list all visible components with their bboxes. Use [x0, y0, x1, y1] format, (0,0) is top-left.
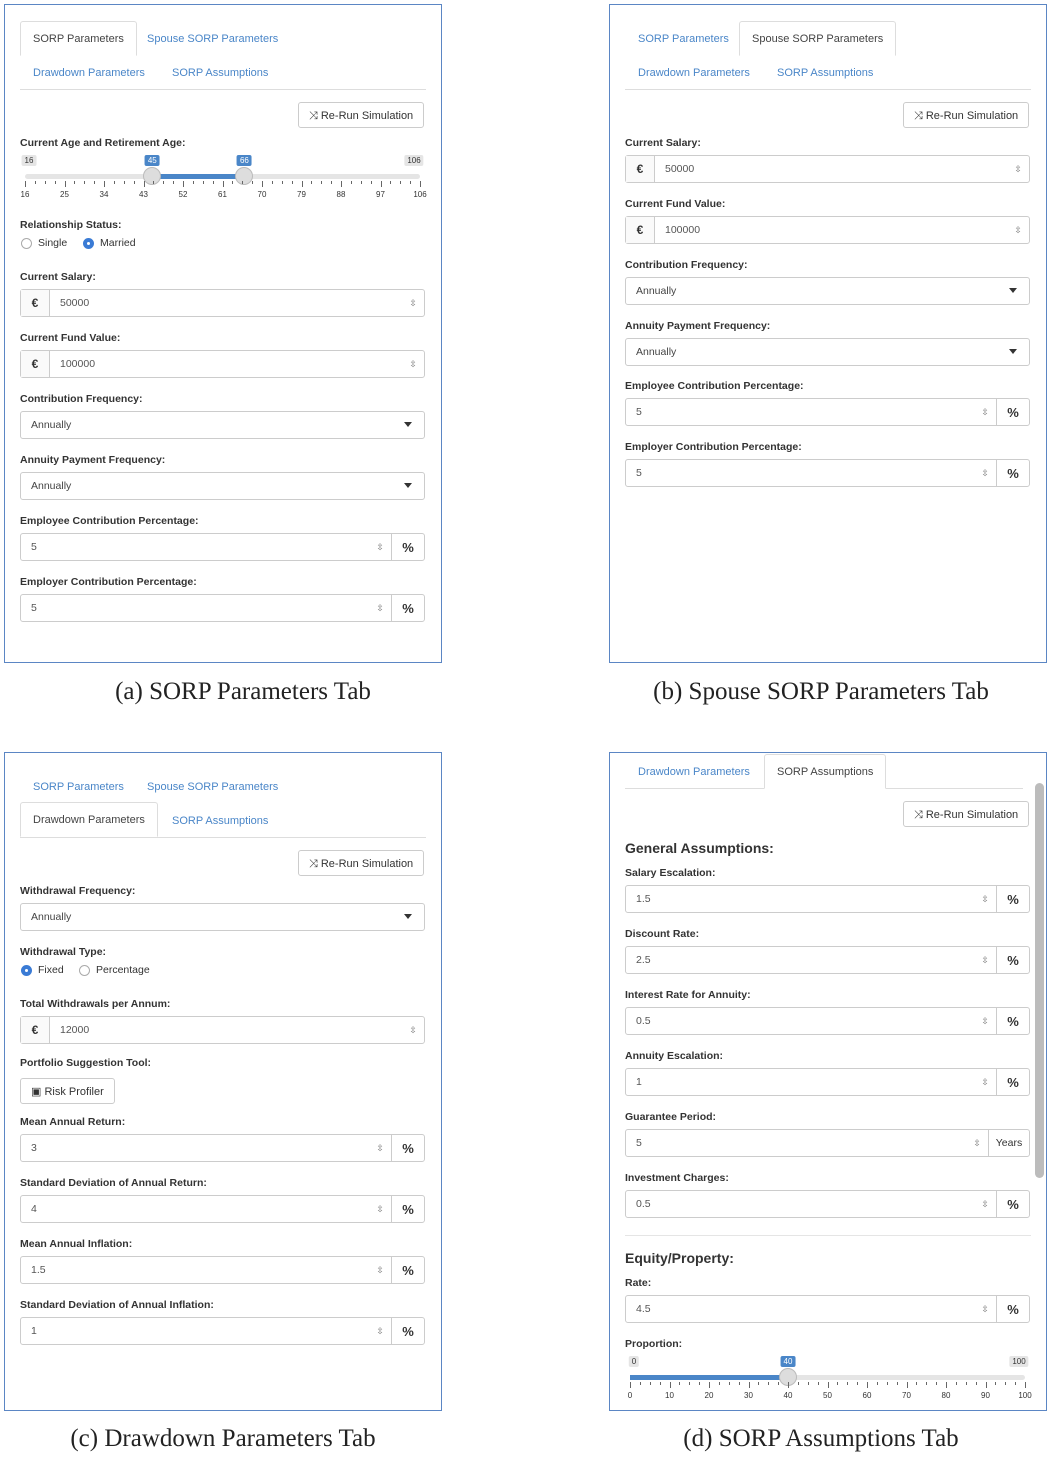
slider-minor-tick: [213, 181, 214, 184]
salary-escalation-input[interactable]: [625, 885, 1030, 913]
tab-drawdown-parameters[interactable]: Drawdown Parameters: [33, 67, 145, 79]
percent-icon: %: [391, 595, 424, 621]
slider-minor-tick: [163, 181, 164, 184]
guarantee-period-label: Guarantee Period:: [625, 1111, 717, 1123]
fund-label: Current Fund Value:: [625, 198, 726, 210]
radio-fixed[interactable]: [21, 964, 64, 976]
rate-value: 4.5: [636, 1303, 651, 1315]
slider-tick-label: 90: [981, 1391, 990, 1400]
slider-minor-tick: [837, 1382, 838, 1385]
mean-inflation-label: Mean Annual Inflation:: [20, 1238, 133, 1250]
slider-fill: [152, 174, 244, 179]
radio-married-label: Married: [100, 237, 136, 249]
slider-value-badge: 66: [237, 155, 252, 166]
contribution-frequency-label: Contribution Frequency:: [625, 259, 748, 271]
spinner-icon[interactable]: ⇳: [973, 1137, 981, 1148]
annuity-frequency-select[interactable]: [20, 472, 425, 500]
slider-minor-tick: [35, 181, 36, 184]
slider-value-badge: 40: [781, 1356, 796, 1367]
caret-down-icon: [1009, 288, 1017, 293]
slider-minor-tick: [956, 1382, 957, 1385]
employer-contribution-input[interactable]: [625, 459, 1030, 487]
slider-minor-tick: [640, 1382, 641, 1385]
total-withdrawals-label: Total Withdrawals per Annum:: [20, 998, 171, 1010]
rerun-label: Re-Run Simulation: [320, 110, 414, 122]
slider-minor-tick: [94, 181, 95, 184]
slider-major-tick: [183, 181, 184, 187]
sd-return-value: 4: [31, 1203, 37, 1215]
slider-major-tick: [381, 181, 382, 187]
employee-contribution-label: Employee Contribution Percentage:: [20, 515, 199, 527]
percent-icon: %: [996, 460, 1029, 486]
mean-return-label: Mean Annual Return:: [20, 1116, 126, 1128]
spinner-icon[interactable]: ⇳: [409, 297, 417, 308]
spinner-icon[interactable]: ⇳: [376, 1203, 384, 1214]
euro-icon: €: [21, 1017, 50, 1043]
rerun-label: Re-Run Simulation: [320, 858, 414, 870]
spinner-icon[interactable]: ⇳: [981, 893, 989, 904]
interest-rate-value: 0.5: [636, 1015, 651, 1027]
slider-ticks: [25, 181, 420, 189]
slider-major-tick: [223, 181, 224, 187]
spinner-icon[interactable]: ⇳: [409, 1024, 417, 1035]
interest-rate-label: Interest Rate for Annuity:: [625, 989, 751, 1001]
slider-tick-label: 0: [627, 1391, 633, 1400]
shuffle-icon: ⤨: [309, 858, 321, 870]
spinner-icon[interactable]: ⇳: [376, 541, 384, 552]
slider-tick-label: 100: [1018, 1391, 1032, 1400]
sd-inflation-input[interactable]: [20, 1317, 425, 1345]
spinner-icon[interactable]: ⇳: [981, 1303, 989, 1314]
slider-tick-label: 70: [902, 1391, 911, 1400]
mean-return-input[interactable]: [20, 1134, 425, 1162]
equity-property-heading: Equity/Property:: [625, 1250, 734, 1266]
sd-return-input[interactable]: [20, 1195, 425, 1223]
radio-single-label: Single: [38, 237, 68, 249]
shuffle-icon: ⤨: [914, 809, 926, 821]
slider-minor-tick: [74, 181, 75, 184]
slider-minor-tick: [361, 181, 362, 184]
radio-circle: [79, 965, 90, 976]
slider-minor-tick: [739, 1382, 740, 1385]
slider-value-badge: 45: [145, 155, 160, 166]
spinner-icon[interactable]: ⇳: [1014, 163, 1022, 174]
salary-input[interactable]: [20, 289, 425, 317]
percent-icon: %: [996, 1191, 1029, 1217]
proportion-slider[interactable]: [625, 1356, 1030, 1404]
age-label: Current Age and Retirement Age:: [20, 137, 186, 149]
tab-sorp-parameters[interactable]: SORP Parameters: [20, 21, 137, 56]
tab-sorp-parameters[interactable]: SORP Parameters: [33, 781, 124, 793]
employer-contribution-input[interactable]: [20, 594, 425, 622]
percent-icon: %: [391, 1318, 424, 1344]
guarantee-period-value: 5: [636, 1137, 642, 1149]
contribution-frequency-value: Annually: [31, 419, 72, 431]
tab-sorp-assumptions[interactable]: SORP Assumptions: [172, 67, 269, 79]
slider-fill: [630, 1375, 788, 1380]
shuffle-icon: ⤨: [914, 110, 926, 122]
slider-tick-label: 70: [257, 190, 267, 199]
mean-inflation-input[interactable]: [20, 1256, 425, 1284]
sd-inflation-label: Standard Deviation of Annual Inflation:: [20, 1299, 214, 1311]
fund-input[interactable]: [625, 216, 1030, 244]
employee-contribution-input[interactable]: [625, 398, 1030, 426]
contribution-frequency-label: Contribution Frequency:: [20, 393, 143, 405]
fund-label: Current Fund Value:: [20, 332, 121, 344]
slider-major-tick: [341, 181, 342, 187]
caret-down-icon: [404, 483, 412, 488]
slider-major-tick: [946, 1382, 947, 1388]
slider-minor-tick: [650, 1382, 651, 1385]
spinner-icon[interactable]: ⇳: [376, 1264, 384, 1275]
employer-contribution-label: Employer Contribution Percentage:: [20, 576, 197, 588]
panel-spouse-sorp-parameters: [609, 4, 1047, 663]
annuity-frequency-value: Annually: [31, 480, 72, 492]
slider-minor-tick: [242, 181, 243, 184]
panel-drawdown-parameters: [4, 752, 442, 1411]
slider-minor-tick: [272, 181, 273, 184]
slider-max-badge: 106: [404, 155, 423, 166]
mean-return-value: 3: [31, 1142, 37, 1154]
annuity-frequency-value: Annually: [636, 346, 677, 358]
percent-icon: %: [996, 1296, 1029, 1322]
caption-c: (c) Drawdown Parameters Tab: [70, 1425, 376, 1452]
tab-sorp-parameters[interactable]: SORP Parameters: [638, 33, 729, 45]
total-withdrawals-value: 12000: [60, 1024, 90, 1036]
slider-minor-tick: [689, 1382, 690, 1385]
slider-tick-label: 40: [783, 1391, 793, 1400]
annuity-frequency-label: Annuity Payment Frequency:: [625, 320, 771, 332]
risk-profiler-button[interactable]: [20, 1078, 115, 1104]
slider-tick-label: 52: [178, 190, 188, 199]
slider-tick-label: 30: [744, 1391, 753, 1400]
slider-minor-tick: [808, 1382, 809, 1385]
slider-tick-label: 16: [20, 190, 30, 199]
bar-chart-icon: ▣: [31, 1086, 45, 1098]
spinner-icon[interactable]: ⇳: [981, 467, 989, 478]
rerun-label: Re-Run Simulation: [925, 809, 1019, 821]
age-range-slider[interactable]: [20, 155, 425, 203]
slider-minor-tick: [252, 181, 253, 184]
radio-married[interactable]: [83, 237, 136, 249]
slider-tick-label: 60: [862, 1391, 872, 1400]
annuity-escalation-value: 1: [636, 1076, 642, 1088]
withdrawal-frequency-select[interactable]: [20, 903, 425, 931]
percent-icon: %: [391, 1257, 424, 1283]
slider-major-tick: [630, 1382, 631, 1388]
radio-circle: [21, 238, 32, 249]
general-assumptions-heading: General Assumptions:: [625, 840, 774, 856]
slider-minor-tick: [321, 181, 322, 184]
salary-escalation-label: Salary Escalation:: [625, 867, 716, 879]
employee-contribution-value: 5: [31, 541, 37, 553]
sd-return-label: Standard Deviation of Annual Return:: [20, 1177, 207, 1189]
caption-b: (b) Spouse SORP Parameters Tab: [653, 678, 989, 705]
slider-minor-tick: [232, 181, 233, 184]
tab-spouse-sorp-parameters[interactable]: Spouse SORP Parameters: [147, 33, 279, 45]
slider-major-tick: [144, 181, 145, 187]
portfolio-tool-label: Portfolio Suggestion Tool:: [20, 1057, 152, 1069]
euro-icon: €: [626, 217, 655, 243]
percent-icon: %: [996, 399, 1029, 425]
slider-minor-tick: [351, 181, 352, 184]
spinner-icon[interactable]: ⇳: [376, 1142, 384, 1153]
investment-charges-label: Investment Charges:: [625, 1172, 729, 1184]
tab-spouse-sorp-parameters[interactable]: Spouse SORP Parameters: [147, 781, 279, 793]
guarantee-period-input[interactable]: [625, 1129, 1030, 1157]
rerun-simulation-button[interactable]: [298, 102, 424, 128]
annuity-frequency-select[interactable]: [625, 338, 1030, 366]
slider-minor-tick: [966, 1382, 967, 1385]
slider-tick-label: 25: [60, 190, 69, 199]
slider-minor-tick: [897, 1382, 898, 1385]
slider-minor-tick: [887, 1382, 888, 1385]
slider-minor-tick: [936, 1382, 937, 1385]
slider-minor-tick: [719, 1382, 720, 1385]
slider-minor-tick: [818, 1382, 819, 1385]
caret-down-icon: [404, 914, 412, 919]
slider-minor-tick: [699, 1382, 700, 1385]
section-divider: [625, 1235, 1031, 1236]
fund-input[interactable]: [20, 350, 425, 378]
risk-profiler-label: Risk Profiler: [44, 1086, 104, 1098]
tab-drawdown-parameters[interactable]: Drawdown Parameters: [20, 802, 158, 837]
salary-value: 50000: [60, 297, 90, 309]
annuity-frequency-label: Annuity Payment Frequency:: [20, 454, 166, 466]
spinner-icon[interactable]: ⇳: [981, 1076, 989, 1087]
tab-drawdown-parameters[interactable]: Drawdown Parameters: [638, 766, 750, 778]
tab-bar: [20, 21, 426, 90]
slider-tick-label: 106: [413, 190, 427, 199]
slider-major-tick: [828, 1382, 829, 1388]
spinner-icon[interactable]: ⇳: [409, 358, 417, 369]
percent-icon: %: [996, 947, 1029, 973]
rate-label: Rate:: [625, 1277, 652, 1289]
slider-minor-tick: [390, 181, 391, 184]
slider-minor-tick: [203, 181, 204, 184]
investment-charges-value: 0.5: [636, 1198, 651, 1210]
slider-minor-tick: [173, 181, 174, 184]
employee-contribution-input[interactable]: [20, 533, 425, 561]
percent-icon: %: [996, 1008, 1029, 1034]
fund-value: 100000: [665, 224, 701, 236]
slider-tick-label: 10: [665, 1391, 674, 1400]
caret-down-icon: [404, 422, 412, 427]
annuity-escalation-input[interactable]: [625, 1068, 1030, 1096]
discount-rate-value: 2.5: [636, 954, 651, 966]
rerun-simulation-button[interactable]: [298, 850, 424, 876]
salary-escalation-value: 1.5: [636, 893, 651, 905]
tab-bar: [625, 753, 1023, 789]
slider-major-tick: [867, 1382, 868, 1388]
panel-sorp-parameters: [4, 4, 442, 663]
slider-minor-tick: [55, 181, 56, 184]
slider-tick-label: 50: [823, 1391, 832, 1400]
slider-minor-tick: [84, 181, 85, 184]
spinner-icon[interactable]: ⇳: [376, 602, 384, 613]
slider-tick-label: 80: [941, 1391, 951, 1400]
withdrawal-frequency-value: Annually: [31, 911, 72, 923]
slider-major-tick: [907, 1382, 908, 1388]
slider-minor-tick: [1015, 1382, 1016, 1385]
rerun-simulation-button[interactable]: [903, 801, 1029, 827]
years-addon: Years: [988, 1130, 1029, 1156]
slider-min-badge: 0: [629, 1356, 639, 1367]
slider-minor-tick: [916, 1382, 917, 1385]
slider-minor-tick: [877, 1382, 878, 1385]
withdrawal-type-label: Withdrawal Type:: [20, 946, 107, 958]
interest-rate-input[interactable]: [625, 1007, 1030, 1035]
slider-minor-tick: [679, 1382, 680, 1385]
slider-minor-tick: [331, 181, 332, 184]
tab-sorp-assumptions[interactable]: SORP Assumptions: [172, 815, 269, 827]
contribution-frequency-value: Annually: [636, 285, 677, 297]
slider-tick-label: 43: [139, 190, 148, 199]
spinner-icon[interactable]: ⇳: [1014, 224, 1022, 235]
employer-contribution-label: Employer Contribution Percentage:: [625, 441, 802, 453]
salary-label: Current Salary:: [20, 271, 96, 283]
slider-tick-label: 34: [99, 190, 109, 199]
percent-icon: %: [391, 1196, 424, 1222]
slider-minor-tick: [768, 1382, 769, 1385]
discount-rate-label: Discount Rate:: [625, 928, 700, 940]
caption-a: (a) SORP Parameters Tab: [115, 678, 371, 705]
spinner-icon[interactable]: ⇳: [981, 1198, 989, 1209]
fund-value: 100000: [60, 358, 96, 370]
slider-minor-tick: [193, 181, 194, 184]
slider-minor-tick: [371, 181, 372, 184]
scrollbar-thumb[interactable]: [1035, 783, 1044, 1178]
slider-major-tick: [709, 1382, 710, 1388]
slider-minor-tick: [798, 1382, 799, 1385]
salary-label: Current Salary:: [625, 137, 701, 149]
slider-tick-label: 97: [376, 190, 385, 199]
sd-inflation-value: 1: [31, 1325, 37, 1337]
slider-minor-tick: [400, 181, 401, 184]
slider-major-tick: [986, 1382, 987, 1388]
radio-percentage-label: Percentage: [96, 964, 150, 976]
slider-minor-tick: [292, 181, 293, 184]
shuffle-icon: ⤨: [309, 110, 321, 122]
slider-major-tick: [749, 1382, 750, 1388]
panel-sorp-assumptions: [609, 752, 1047, 1411]
contribution-frequency-select[interactable]: [20, 411, 425, 439]
discount-rate-input[interactable]: [625, 946, 1030, 974]
relationship-label: Relationship Status:: [20, 219, 122, 231]
employer-contribution-value: 5: [31, 602, 37, 614]
contribution-frequency-select[interactable]: [625, 277, 1030, 305]
slider-minor-tick: [660, 1382, 661, 1385]
total-withdrawals-input[interactable]: [20, 1016, 425, 1044]
rate-input[interactable]: [625, 1295, 1030, 1323]
percent-icon: %: [996, 1069, 1029, 1095]
euro-icon: €: [21, 290, 50, 316]
slider-tick-label: 61: [218, 190, 227, 199]
slider-minor-tick: [311, 181, 312, 184]
tab-bar: [20, 769, 426, 838]
proportion-label: Proportion:: [625, 1338, 683, 1350]
withdrawal-frequency-label: Withdrawal Frequency:: [20, 885, 136, 897]
slider-minor-tick: [729, 1382, 730, 1385]
salary-value: 50000: [665, 163, 695, 175]
slider-minor-tick: [410, 181, 411, 184]
spinner-icon[interactable]: ⇳: [376, 1325, 384, 1336]
slider-major-tick: [25, 181, 26, 187]
rerun-simulation-button[interactable]: [903, 102, 1029, 128]
slider-minor-tick: [153, 181, 154, 184]
slider-minor-tick: [758, 1382, 759, 1385]
slider-major-tick: [788, 1382, 789, 1388]
radio-circle-selected: [21, 965, 32, 976]
annuity-escalation-label: Annuity Escalation:: [625, 1050, 724, 1062]
radio-fixed-label: Fixed: [38, 964, 64, 976]
employee-contribution-value: 5: [636, 406, 642, 418]
slider-major-tick: [65, 181, 66, 187]
rerun-label: Re-Run Simulation: [925, 110, 1019, 122]
employer-contribution-value: 5: [636, 467, 642, 479]
slider-minor-tick: [857, 1382, 858, 1385]
slider-major-tick: [302, 181, 303, 187]
employee-contribution-label: Employee Contribution Percentage:: [625, 380, 804, 392]
slider-major-tick: [420, 181, 421, 187]
radio-percentage[interactable]: [79, 964, 150, 976]
slider-minor-tick: [124, 181, 125, 184]
slider-tick-label: 79: [297, 190, 306, 199]
spinner-icon[interactable]: ⇳: [981, 954, 989, 965]
slider-major-tick: [670, 1382, 671, 1388]
slider-tick-label: 20: [704, 1391, 714, 1400]
slider-major-tick: [104, 181, 105, 187]
caret-down-icon: [1009, 349, 1017, 354]
slider-major-tick: [1025, 1382, 1026, 1388]
percent-icon: %: [996, 886, 1029, 912]
slider-ticks: [630, 1382, 1025, 1390]
tab-sorp-assumptions[interactable]: SORP Assumptions: [764, 754, 886, 789]
tab-drawdown-parameters[interactable]: Drawdown Parameters: [638, 67, 750, 79]
caption-d: (d) SORP Assumptions Tab: [683, 1425, 959, 1452]
tab-bar: [625, 21, 1031, 90]
euro-icon: €: [626, 156, 655, 182]
slider-minor-tick: [976, 1382, 977, 1385]
slider-minor-tick: [847, 1382, 848, 1385]
slider-minor-tick: [1005, 1382, 1006, 1385]
slider-minor-tick: [134, 181, 135, 184]
slider-minor-tick: [926, 1382, 927, 1385]
radio-circle-selected: [83, 238, 94, 249]
tab-spouse-sorp-parameters[interactable]: Spouse SORP Parameters: [739, 21, 896, 56]
mean-inflation-value: 1.5: [31, 1264, 46, 1276]
slider-minor-tick: [778, 1382, 779, 1385]
percent-icon: %: [391, 1135, 424, 1161]
slider-min-badge: 16: [22, 155, 37, 166]
salary-input[interactable]: [625, 155, 1030, 183]
investment-charges-input[interactable]: [625, 1190, 1030, 1218]
slider-max-badge: 100: [1009, 1356, 1028, 1367]
slider-minor-tick: [995, 1382, 996, 1385]
radio-single[interactable]: [21, 237, 67, 249]
spinner-icon[interactable]: ⇳: [981, 406, 989, 417]
slider-minor-tick: [282, 181, 283, 184]
tab-sorp-assumptions[interactable]: SORP Assumptions: [777, 67, 874, 79]
euro-icon: €: [21, 351, 50, 377]
slider-major-tick: [262, 181, 263, 187]
slider-minor-tick: [45, 181, 46, 184]
slider-tick-label: 88: [336, 190, 346, 199]
slider-minor-tick: [114, 181, 115, 184]
spinner-icon[interactable]: ⇳: [981, 1015, 989, 1026]
percent-icon: %: [391, 534, 424, 560]
